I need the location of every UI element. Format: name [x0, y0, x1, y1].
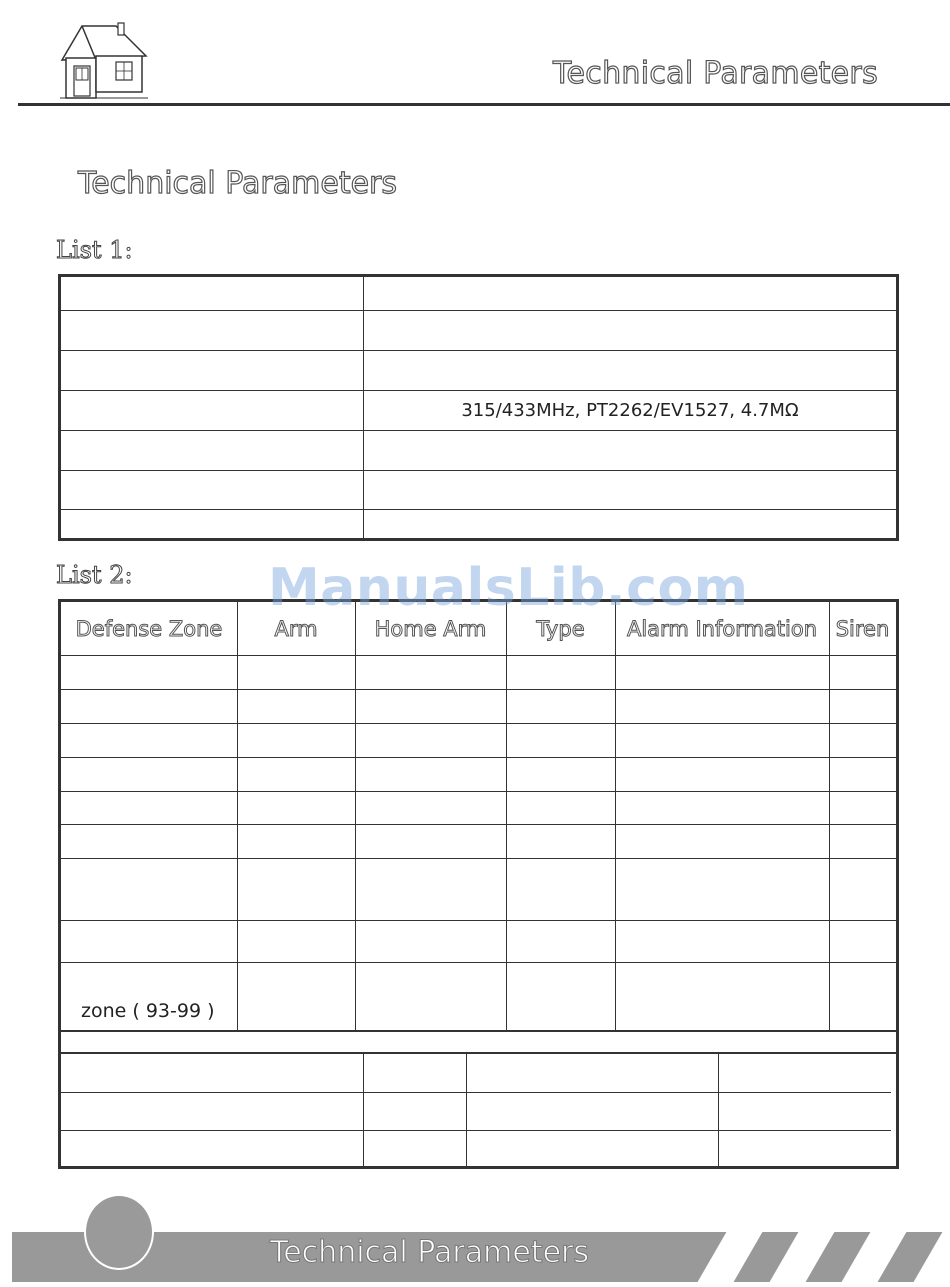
list1-label: List 1: [56, 236, 133, 264]
row-divider [61, 757, 896, 758]
column-header: Arm [274, 617, 318, 641]
list2-label: List 2: [56, 561, 133, 589]
table-row [61, 509, 896, 538]
table-row [61, 430, 896, 471]
table-row [61, 277, 896, 311]
table-cell [364, 350, 896, 390]
row-divider [61, 920, 896, 921]
column-divider [615, 602, 616, 1030]
row-divider [61, 858, 896, 859]
row-divider [61, 723, 896, 724]
list1-table [58, 274, 899, 541]
row-divider [61, 689, 896, 690]
column-header: Type [536, 617, 585, 641]
row-divider [61, 1130, 891, 1131]
row-divider [61, 791, 896, 792]
column-header: Siren [835, 617, 890, 641]
section-divider [61, 1030, 896, 1032]
table-cell [364, 470, 896, 509]
table-row [61, 350, 896, 391]
column-header: Alarm Information [626, 617, 818, 641]
watermark: ManualsLib.com [268, 558, 749, 618]
column-divider [829, 602, 830, 1030]
row-divider [61, 824, 896, 825]
column-divider [466, 1054, 467, 1166]
zone-range-label: zone ( 93-99 ) [81, 1000, 215, 1022]
column-header: Defense Zone [75, 617, 223, 641]
page-title: Technical Parameters [78, 166, 397, 201]
column-header: Home Arm [374, 617, 487, 641]
table-cell [364, 310, 896, 350]
column-divider [506, 602, 507, 1030]
list2-table [58, 599, 899, 1169]
row-divider [61, 962, 896, 963]
table-row [61, 310, 896, 351]
column-divider [363, 1054, 364, 1166]
row-divider [61, 655, 896, 656]
table-row [61, 470, 896, 510]
house-logo-icon [56, 20, 152, 102]
column-divider [237, 602, 238, 1030]
table-cell [364, 430, 896, 470]
header-title: Technical Parameters [553, 56, 878, 91]
row-divider [61, 1052, 896, 1054]
row-divider [61, 1092, 891, 1093]
footer-title: Technical Parameters [270, 1235, 589, 1270]
column-divider [718, 1054, 719, 1166]
column-divider [355, 602, 356, 1030]
table-row [61, 390, 896, 431]
table-cell [364, 509, 896, 538]
table-cell [364, 277, 896, 310]
header-divider [18, 103, 950, 106]
table-cell: 315/433MHz, PT2262/EV1527, 4.7MΩ [461, 399, 799, 421]
page-number-circle [84, 1194, 154, 1270]
